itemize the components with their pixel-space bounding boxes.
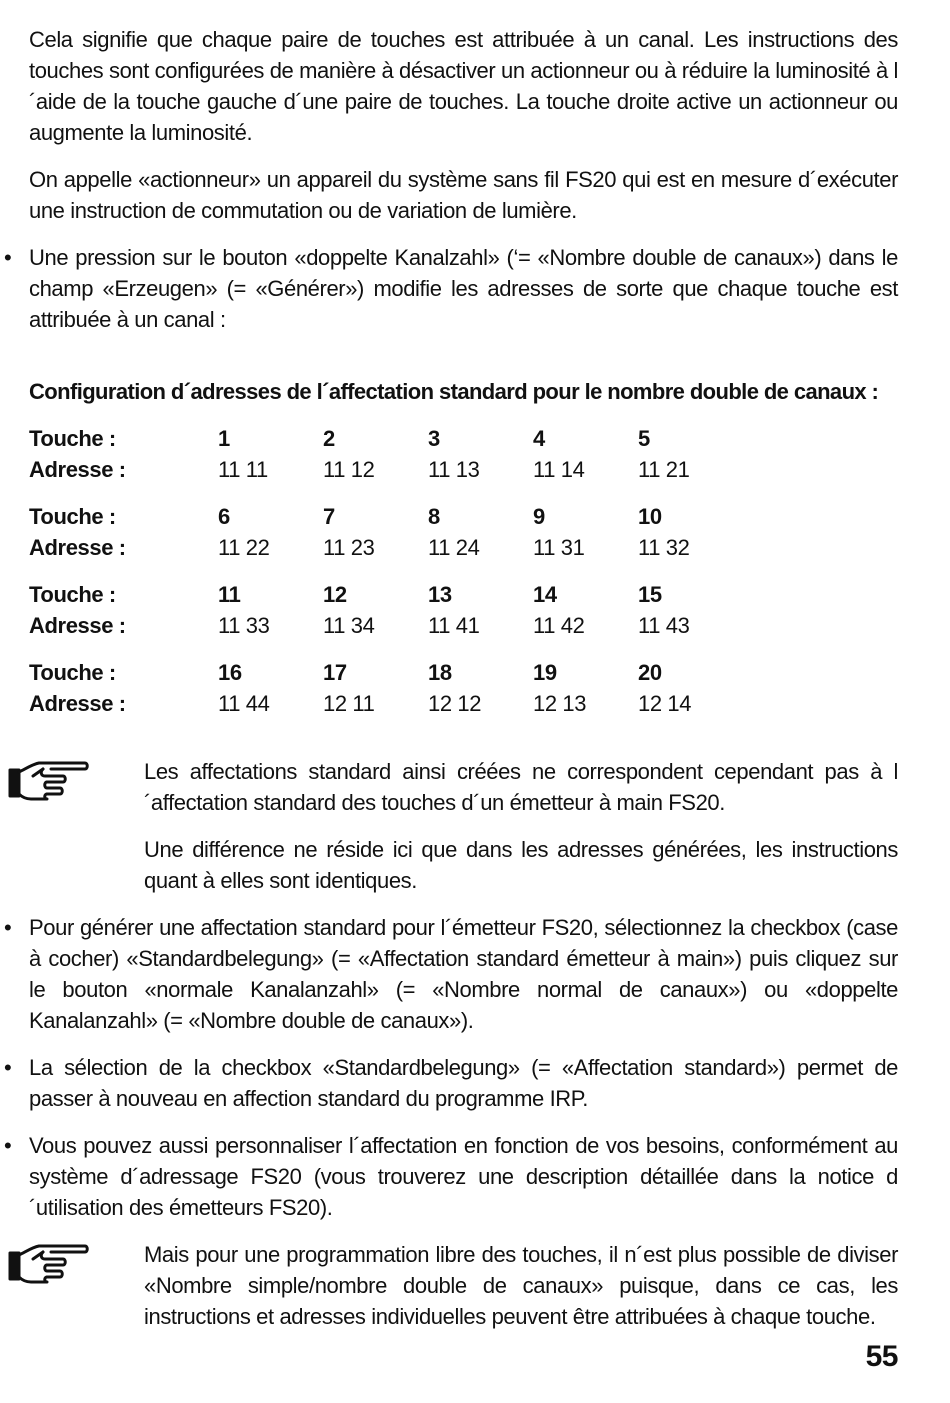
key-cell: 12 (323, 582, 347, 607)
address-cell: 11 22 (218, 535, 270, 560)
address-cell: 11 43 (638, 613, 690, 638)
address-row (29, 532, 743, 563)
intro-paragraph-1: Cela signifie que chaque paire de touches est attribuée à un canal. Les instructions des touches sont configurées de manière à désactiver un actionneur ou à réduire la luminosité à l´aide de la touche gauche d´une paire de touches. La touche droite active un actionneur ou augmente la luminosité. (29, 27, 899, 145)
key-row (29, 501, 743, 532)
address-cell: 11 44 (218, 691, 270, 716)
key-row-label: Touche : (29, 504, 116, 529)
key-cell: 16 (218, 660, 242, 685)
address-cell: 11 33 (218, 613, 270, 638)
key-cell: 7 (323, 504, 335, 529)
key-cell: 10 (638, 504, 662, 529)
table-heading: Configuration d´adresses de l´affectation standard pour le nombre double de canaux : (29, 379, 879, 404)
address-row (29, 610, 743, 641)
bullet-list (4, 912, 898, 1223)
address-row (29, 688, 743, 719)
key-cell: 20 (638, 660, 662, 685)
key-row-label: Touche : (29, 582, 116, 607)
note-1-paragraph-2: Une différence ne réside ici que dans les adresses générées, les instructions quant à elles sont identiques. (144, 837, 898, 893)
address-cell: 11 24 (428, 535, 480, 560)
key-cell: 2 (323, 426, 335, 451)
bullet-checkbox-selection (4, 1052, 898, 1114)
address-cell: 11 13 (428, 457, 480, 482)
address-cell: 11 42 (533, 613, 585, 638)
bullet-text: Pour générer une affectation standard pour l´émetteur FS20, sélectionnez la checkbox (case à cocher) «Standardbelegung» (= «Affectation standard émetteur à main») puis cliquez sur le bouton «normale Kanalanzahl» (= «Nombre normal de canaux») ou «doppelte Kanalanzahl» (= «Nombre double de canaux»). (29, 915, 898, 1033)
pointing-hand-icon (7, 758, 89, 802)
key-cell: 18 (428, 660, 452, 685)
address-cell: 11 31 (533, 535, 585, 560)
address-table (29, 423, 743, 719)
address-row (29, 454, 743, 485)
key-cell: 4 (533, 426, 545, 451)
address-cell: 11 23 (323, 535, 375, 560)
group-spacer (29, 563, 743, 579)
group-spacer (29, 485, 743, 501)
intro-paragraph-2: On appelle «actionneur» un appareil du système sans fil FS20 qui est en mesure d´exécuter une instruction de commutation ou de variation de lumière. (29, 167, 898, 223)
bullet-text: Vous pouvez aussi personnaliser l´affectation en fonction de vos besoins, conformément au système d´adressage FS20 (vous trouverez une description détaillée dans la notice d´utilisation des émetteurs FS20). (29, 1133, 898, 1220)
address-row-label: Adresse : (29, 691, 126, 716)
bullet-generate-standard (4, 912, 898, 1036)
address-cell: 11 41 (428, 613, 480, 638)
address-cell: 11 32 (638, 535, 690, 560)
note-1-paragraph-1: Les affectations standard ainsi créées ne correspondent cependant pas à l´affectation standard des touches d´un émetteur à main FS20. (144, 759, 898, 815)
key-cell: 13 (428, 582, 452, 607)
key-cell: 17 (323, 660, 347, 685)
key-row (29, 423, 743, 454)
bullet-text: La sélection de la checkbox «Standardbelegung» (= «Affectation standard») permet de passer à nouveau en affection standard du programme IRP. (29, 1055, 898, 1111)
key-row-label: Touche : (29, 426, 116, 451)
address-cell: 11 34 (323, 613, 375, 638)
address-cell: 12 13 (533, 691, 587, 716)
key-cell: 3 (428, 426, 440, 451)
key-cell: 1 (218, 426, 230, 451)
key-row (29, 657, 743, 688)
bullet-symbol: • (4, 245, 12, 270)
address-row-label: Adresse : (29, 613, 126, 638)
bullet-symbol: • (4, 1055, 12, 1080)
bullet-text: Une pression sur le bouton «doppelte Kanalzahl» (‘= «Nombre double de canaux») dans le champ «Erzeugen» (= «Générer») modifie les adresses de sorte que chaque touche est attribuée à un canal : (29, 245, 898, 332)
note-free-programming (29, 1239, 898, 1332)
key-cell: 11 (218, 582, 241, 607)
bullet-customize (4, 1130, 898, 1223)
address-cell: 11 12 (323, 457, 375, 482)
key-cell: 8 (428, 504, 440, 529)
address-row-label: Adresse : (29, 535, 126, 560)
address-cell: 12 11 (323, 691, 375, 716)
key-row (29, 579, 743, 610)
address-cell: 11 21 (638, 457, 690, 482)
address-row-label: Adresse : (29, 457, 126, 482)
group-spacer (29, 641, 743, 657)
pointing-hand-icon (7, 1241, 89, 1285)
bullet-double-channel (4, 242, 898, 335)
key-cell: 19 (533, 660, 557, 685)
note-standard-assignment (29, 756, 898, 896)
bullet-symbol: • (4, 1133, 12, 1158)
address-cell: 11 14 (533, 457, 585, 482)
page-content (4, 24, 899, 1332)
key-row-label: Touche : (29, 660, 116, 685)
address-cell: 12 12 (428, 691, 482, 716)
bullet-symbol: • (4, 915, 12, 940)
key-cell: 15 (638, 582, 662, 607)
key-cell: 6 (218, 504, 230, 529)
address-cell: 12 14 (638, 691, 692, 716)
key-cell: 9 (533, 504, 545, 529)
key-cell: 5 (638, 426, 650, 451)
note-2-paragraph-1: Mais pour une programmation libre des touches, il n´est plus possible de diviser «Nombre simple/nombre double de canaux» puisque, dans ce cas, les instructions et adresses individuelles peuvent être attribuées à chaque touche. (144, 1242, 898, 1329)
address-cell: 11 11 (218, 457, 268, 482)
key-cell: 14 (533, 582, 557, 607)
page-number: 55 (865, 1340, 898, 1373)
